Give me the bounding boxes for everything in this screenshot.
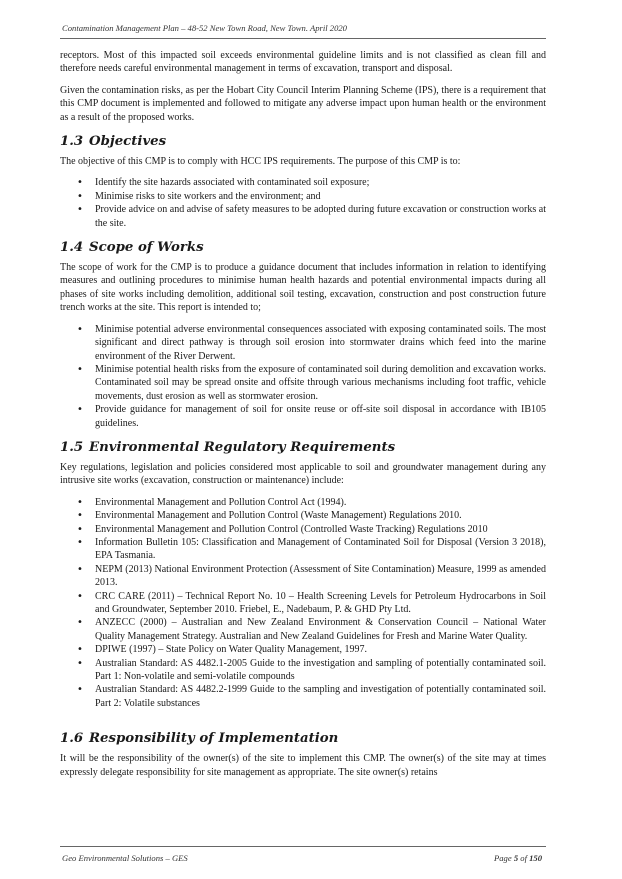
list-item: • Environmental Management and Pollution Control Act (1994). (60, 496, 546, 509)
list-item: • Australian Standard: AS 4482.2-1999 Guide to the sampling and investigation of potentially contaminated soil. Part 2: Volatile substances (60, 683, 546, 710)
list-item: • Provide guidance for management of soil for onsite reuse or off-site soil disposal in accordance with IB105 guidelines. (60, 403, 546, 430)
list-item: • Minimise potential adverse environmental consequences associated with exposing contaminated soils. The most significant and direct pathway is through soil erosion into stormwater drains which feed into the marine environment of the River Derwent. (60, 323, 546, 363)
section-number: 1.3 (60, 134, 84, 150)
section-title: Objectives (89, 134, 167, 150)
section-paragraph: It will be the responsibility of the owner(s) of the site to implement this CMP. The owner(s) of the site may at times expressly delegate responsibility for site management as appropriate. The site owner(s) retains (60, 753, 546, 778)
intro-paragraph-2: Given the contamination risks, as per the Hobart City Council Interim Planning Scheme (IPS), there is a requirement that this CMP document is implemented and followed to mitigate any adverse impact upon human health or the environment as a result of the proposed works. (60, 84, 546, 123)
section-paragraph: The scope of work for the CMP is to produce a guidance document that includes information in relation to identifying measures and outlining procedures to minimise human health hazards and potential environmental impacts during all phases of site works including demolition, additional soil testing, excavation, construction and post construction future trench works at the site. This report is intended to; (60, 262, 546, 314)
intro-paragraph-1: receptors. Most of this impacted soil exceeds environmental guideline limits and is not classified as clean fill and therefore needs careful environmental management in terms of excavation, transport and disposal. (60, 50, 546, 75)
section-title: Scope of Works (89, 240, 204, 256)
list-item: • Australian Standard: AS 4482.1-2005 Guide to the investigation and sampling of potentially contaminated soil. Part 1: Non-volatile and semi-volatile compounds (60, 657, 546, 684)
bullet-list-scope (60, 323, 546, 430)
section-title: Responsibility of Implementation (89, 731, 339, 747)
list-item: • Identify the site hazards associated with contaminated soil exposure; (60, 176, 546, 189)
footer-company: Geo Environmental Solutions – GES (62, 853, 188, 863)
list-item: • Environmental Management and Pollution Control (Waste Management) Regulations 2010. (60, 509, 546, 522)
list-item: • DPIWE (1997) – State Policy on Water Quality Management, 1997. (60, 643, 546, 656)
list-item: • NEPM (2013) National Environment Protection (Assessment of Site Contamination) Measure, 1999 as amended 2013. (60, 563, 546, 590)
section-number: 1.5 (60, 439, 84, 455)
list-item: • Provide advice on and advise of safety measures to be adopted during future excavation or construction works at the site. (60, 203, 546, 230)
bullet-list-regulations (60, 496, 546, 711)
page-of-label: of (518, 853, 530, 863)
bullet-list-objectives (60, 176, 546, 230)
current-page: 5 (513, 853, 519, 863)
list-item: • Information Bulletin 105: Classification and Management of Contaminated Soil for Disposal (Version 3 2018), EPA Tasmania. (60, 536, 546, 563)
section-number: 1.4 (60, 240, 84, 256)
list-item: • Environmental Management and Pollution Control (Controlled Waste Tracking) Regulations 2010 (60, 523, 546, 536)
header-rule (60, 38, 546, 39)
section-heading-1-6 (60, 730, 546, 747)
page-label: Page (494, 853, 514, 863)
list-item: • Minimise potential health risks from the exposure of contaminated soil during demolition and excavation works. Contaminated soil may be spread onsite and offsite through various mechanisms including foot traffic, vehicle movements, dust erosion as well as stormwater erosion. (60, 363, 546, 403)
section-paragraph: The objective of this CMP is to comply with HCC IPS requirements. The purpose of this CMP is to: (60, 156, 461, 168)
page-body (60, 49, 546, 787)
section-heading-1-4 (60, 239, 546, 256)
section-heading-1-5 (60, 439, 546, 456)
total-pages: 150 (529, 853, 542, 863)
page-number (494, 853, 542, 863)
section-heading-1-3 (60, 133, 546, 150)
section-title: Environmental Regulatory Requirements (89, 439, 396, 455)
page-header: Contamination Management Plan – 48-52 New Town Road, New Town. April 2020 (62, 23, 347, 33)
section-paragraph: Key regulations, legislation and policies considered most applicable to soil and groundwater management during any intrusive site works (excavation, construction or maintenance) include: (60, 461, 546, 487)
list-item: • CRC CARE (2011) – Technical Report No. 10 – Health Screening Levels for Petroleum Hydrocarbons in Soil and Groundwater, September 2010. Friebel, E., Nadebaum, P. & GHD Pty Ltd. (60, 590, 546, 617)
list-item: • ANZECC (2000) – Australian and New Zealand Environment & Conservation Council – National Water Quality Management Strategy. Australian and New Zealand Guidelines for Fresh and Marine Water Quality. (60, 616, 546, 643)
footer-rule (60, 846, 546, 847)
section-number: 1.6 (60, 731, 84, 747)
list-item: • Minimise risks to site workers and the environment; and (60, 190, 546, 203)
